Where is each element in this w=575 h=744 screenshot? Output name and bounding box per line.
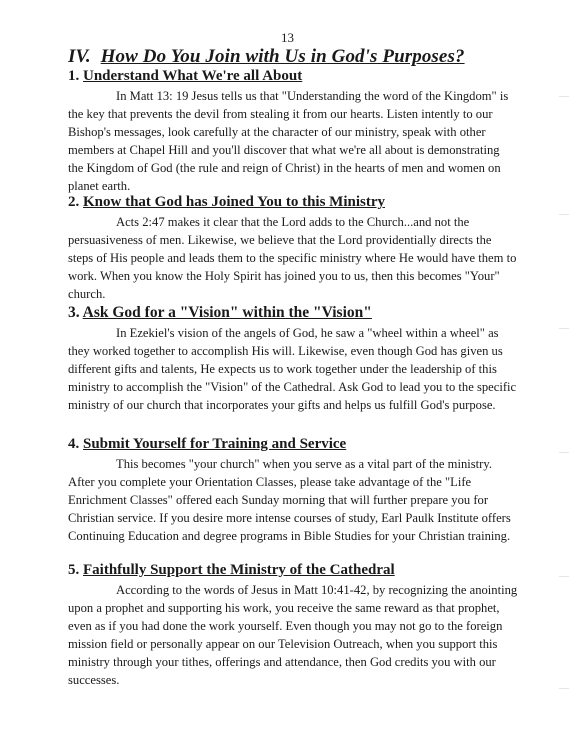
scan-edge-mark [559,214,569,215]
page-number: 13 [281,30,294,45]
subsection-heading [68,68,518,85]
subsection-know [68,194,518,303]
subsection-number: 5. [68,562,80,578]
subsection-number: 1. [68,68,80,84]
scan-edge-mark [559,576,569,577]
subsection-training [68,436,518,545]
section-title-text: How Do You Join with Us in God's Purposes? [100,46,465,67]
section-roman-numeral: IV. [68,46,91,67]
subsection-body: According to the words of Jesus in Matt 10:41-42, by recognizing the anointing upon a prophet and supporting his work, you receive the same reward as that prophet, even as if you had done the work yourself. Even though you may not go to the foreign mission field or personally appear on our Television Outreach, when you support this ministry through your tithes, offerings and attendance, then God credits you with our successes. [68,583,518,687]
subsection-heading-text: Ask God for a "Vision" within the "Vision" [82,304,372,321]
subsection-heading-text: Faithfully Support the Ministry of the Cathedral [83,562,395,578]
scan-edge-mark [559,688,569,689]
subsection-body: In Matt 13: 19 Jesus tells us that "Understanding the word of the Kingdom" is the key that prevents the devil from stealing it from our hearts. Listen intently to our Bishop's messages, look carefully at the character of our ministry, speak with other members at Chapel Hill and you'll discover that what we're all about is demonstrating the Kingdom of God (the rule and reign of Christ) in the hearts of men and women on planet earth. [68,89,509,193]
subsection-support [68,562,518,689]
subsection-understand [68,68,518,195]
scan-edge-mark [559,328,569,329]
subsection-heading-text: Know that God has Joined You to this Ministry [83,194,385,210]
subsection-heading [68,436,518,453]
subsection-body: Acts 2:47 makes it clear that the Lord adds to the Church...and not the persuasiveness of men. Likewise, we believe that the Lord providentially directs the steps of His people and leads them to the specific ministry where He would have them to work. When you know the Holy Spirit has joined you to us, then this becomes "Your" church. [68,215,517,301]
subsection-number: 3. [68,304,80,321]
scan-edge-mark [559,96,569,97]
subsection-number: 4. [68,436,80,452]
subsection-heading-text: Understand What We're all About [83,68,303,84]
section-title [68,46,465,68]
scan-edge-mark [559,452,569,453]
subsection-body: In Ezekiel's vision of the angels of God, he saw a "wheel within a wheel" as they worked together to accomplish His will. Likewise, even though God has given us different gifts and talents, He expects us to work together under the leadership of this ministry to accomplish the "Vision" of the Cathedral. Ask God to lead you to the specific ministry of our church that incorporates your gifts and helps us fulfill God's purpose. [68,326,517,412]
subsection-heading [68,304,518,322]
subsection-number: 2. [68,194,80,210]
subsection-heading [68,562,518,579]
subsection-heading [68,194,518,211]
subsection-body: This becomes "your church" when you serve as a vital part of the ministry. After you complete your Orientation Classes, please take advantage of the "Life Enrichment Classes" offered each Sunday morning that will further prepare you for Christian service. If you desire more intense courses of study, Earl Paulk Institute offers Continuing Education and degree programs in Bible Studies for your Christian training. [68,457,511,543]
subsection-heading-text: Submit Yourself for Training and Service [83,436,347,452]
subsection-vision [68,304,518,414]
